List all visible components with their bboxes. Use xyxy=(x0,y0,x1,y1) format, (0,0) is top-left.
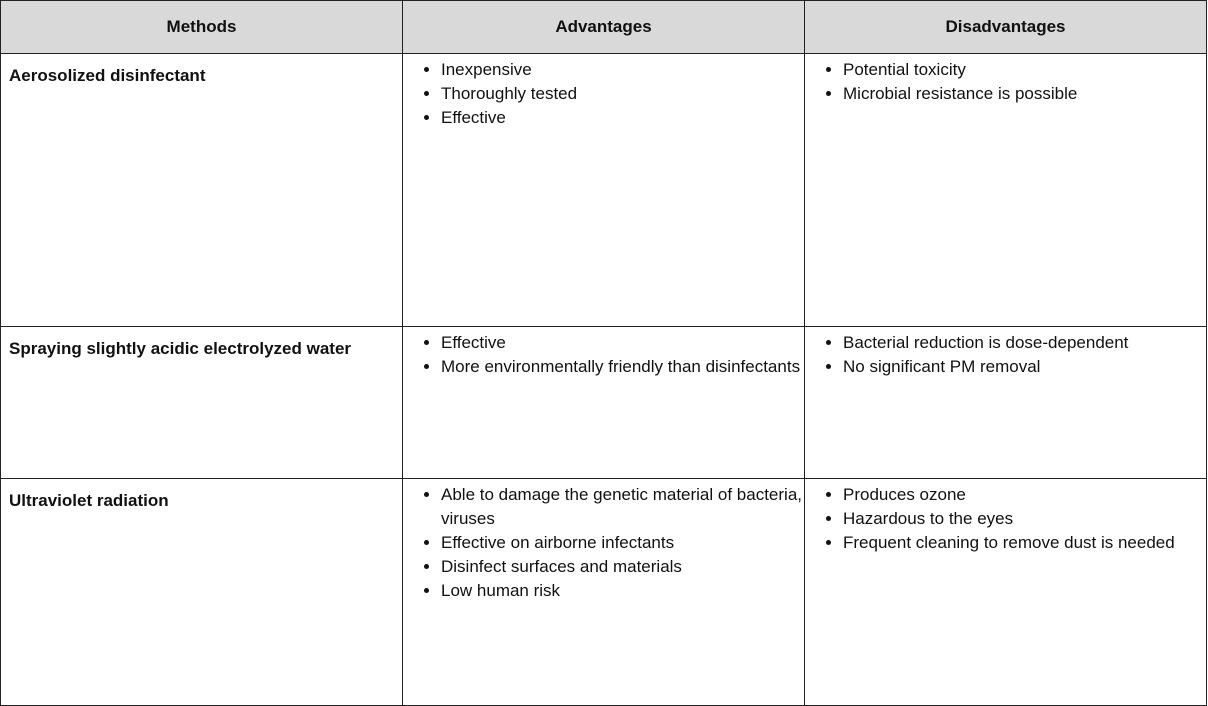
header-methods: Methods xyxy=(1,1,403,54)
advantages-cell xyxy=(403,479,805,706)
table-row xyxy=(1,327,1207,479)
disadvantages-cell xyxy=(805,54,1207,327)
list-item: • Effective xyxy=(441,331,804,355)
advantages-list xyxy=(403,483,804,603)
method-cell: Spraying slightly acidic electrolyzed water xyxy=(1,327,403,479)
list-item: • More environmentally friendly than disinfectants xyxy=(441,355,804,379)
list-item: • No significant PM removal xyxy=(843,355,1206,379)
advantages-list xyxy=(403,331,804,379)
list-item: • Potential toxicity xyxy=(843,58,1206,82)
list-item: • Bacterial reduction is dose-dependent xyxy=(843,331,1206,355)
list-item: • Frequent cleaning to remove dust is needed xyxy=(843,531,1206,555)
list-item: • Able to damage the genetic material of bacteria, viruses xyxy=(441,483,804,531)
disadvantages-list xyxy=(805,331,1206,379)
header-disadvantages: Disadvantages xyxy=(805,1,1207,54)
disadvantages-list xyxy=(805,483,1206,555)
table-row xyxy=(1,479,1207,706)
disadvantages-cell xyxy=(805,327,1207,479)
list-item: • Produces ozone xyxy=(843,483,1206,507)
method-cell: Ultraviolet radiation xyxy=(1,479,403,706)
list-item: • Disinfect surfaces and materials xyxy=(441,555,804,579)
method-cell: Aerosolized disinfectant xyxy=(1,54,403,327)
header-row xyxy=(1,1,1207,54)
disadvantages-cell xyxy=(805,479,1207,706)
list-item: • Effective xyxy=(441,106,804,130)
list-item: • Effective on airborne infectants xyxy=(441,531,804,555)
disadvantages-list xyxy=(805,58,1206,106)
advantages-cell xyxy=(403,327,805,479)
list-item: • Inexpensive xyxy=(441,58,804,82)
list-item: • Microbial resistance is possible xyxy=(843,82,1206,106)
list-item: • Thoroughly tested xyxy=(441,82,804,106)
advantages-cell xyxy=(403,54,805,327)
list-item: • Hazardous to the eyes xyxy=(843,507,1206,531)
list-item: • Low human risk xyxy=(441,579,804,603)
table-row xyxy=(1,54,1207,327)
header-advantages: Advantages xyxy=(403,1,805,54)
advantages-list xyxy=(403,58,804,130)
